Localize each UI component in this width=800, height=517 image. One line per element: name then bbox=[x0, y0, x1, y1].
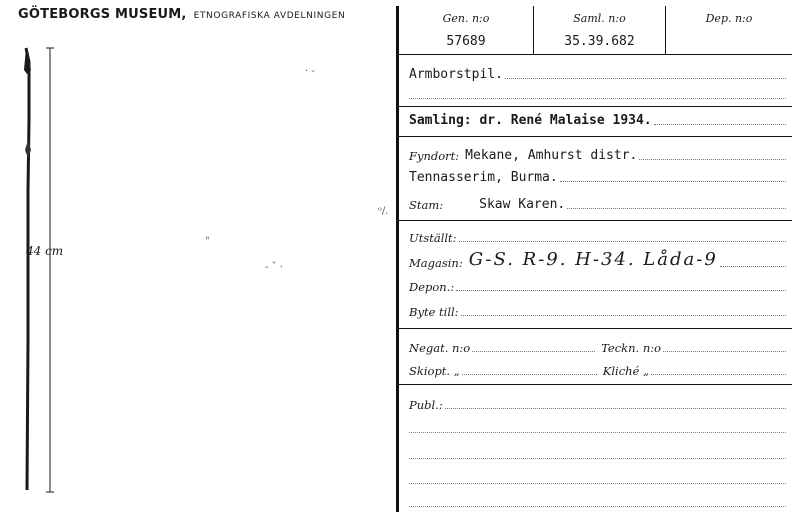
stam-value: Skaw Karen. bbox=[479, 197, 566, 212]
gen-number-label: Gen. n:o bbox=[442, 12, 490, 25]
department-name: ETNOGRAFISKA AVDELNINGEN bbox=[193, 11, 346, 21]
blank-line bbox=[409, 506, 786, 507]
saml-number-label: Saml. n:o bbox=[573, 12, 626, 25]
magasin-line bbox=[409, 248, 786, 270]
arrow-length-label: 44 cm bbox=[26, 244, 64, 258]
byte-label: Byte till: bbox=[409, 305, 459, 319]
dep-number-cell bbox=[666, 6, 792, 54]
object-name: Armborstpil. bbox=[409, 67, 503, 82]
fyndort-value-2: Tennasserim, Burma. bbox=[409, 170, 558, 185]
object-name-line bbox=[409, 66, 786, 82]
fyndort-line bbox=[409, 147, 786, 163]
utstallt-label: Utställt: bbox=[409, 231, 457, 245]
section-divider bbox=[399, 328, 792, 329]
museum-name: GÖTEBORGS MUSEUM, bbox=[18, 7, 187, 22]
fyndort-value-1: Mekane, Amhurst distr. bbox=[465, 148, 638, 163]
saml-number-cell bbox=[534, 6, 666, 54]
saml-number-value: 35.39.682 bbox=[564, 34, 635, 49]
collection-line bbox=[409, 112, 786, 128]
negat-label: Negat. n:o bbox=[409, 341, 471, 355]
publ-label: Publ.: bbox=[409, 398, 443, 412]
blank-line bbox=[409, 432, 786, 433]
blank-line bbox=[409, 98, 786, 99]
negat-teckn-line bbox=[409, 339, 786, 355]
number-header-row bbox=[399, 6, 792, 55]
fyndort-label: Fyndort: bbox=[409, 149, 460, 163]
skiopt-kliche-line bbox=[409, 362, 786, 378]
magasin-value: G-S. R-9. H-34. Låda-9 bbox=[468, 249, 718, 270]
kliche-label: Kliché „ bbox=[602, 364, 649, 378]
card-header bbox=[18, 3, 345, 22]
magasin-label: Magasin: bbox=[409, 256, 463, 270]
teckn-label: Teckn. n:o bbox=[601, 341, 662, 355]
arrow-drawing bbox=[14, 40, 94, 500]
section-divider bbox=[399, 136, 792, 137]
publ-line bbox=[409, 396, 786, 412]
skiopt-label: Skiopt. „ bbox=[409, 364, 460, 378]
section-divider bbox=[399, 220, 792, 221]
collection-text: Samling: dr. René Malaise 1934. bbox=[409, 113, 652, 128]
utstallt-line bbox=[409, 229, 786, 245]
byte-line bbox=[409, 303, 786, 319]
depon-line bbox=[409, 278, 786, 294]
fyndort-line-2 bbox=[409, 169, 786, 185]
section-divider bbox=[399, 384, 792, 385]
gen-number-cell bbox=[399, 6, 534, 54]
stam-label: Stam: bbox=[409, 198, 444, 212]
stam-line bbox=[409, 196, 786, 212]
section-divider bbox=[399, 106, 792, 107]
depon-label: Depon.: bbox=[409, 280, 455, 294]
blank-line bbox=[409, 483, 786, 484]
catalog-card bbox=[399, 6, 792, 512]
gen-number-value: 57689 bbox=[446, 34, 486, 49]
dep-number-label: Dep. n:o bbox=[705, 12, 753, 25]
blank-line bbox=[409, 458, 786, 459]
